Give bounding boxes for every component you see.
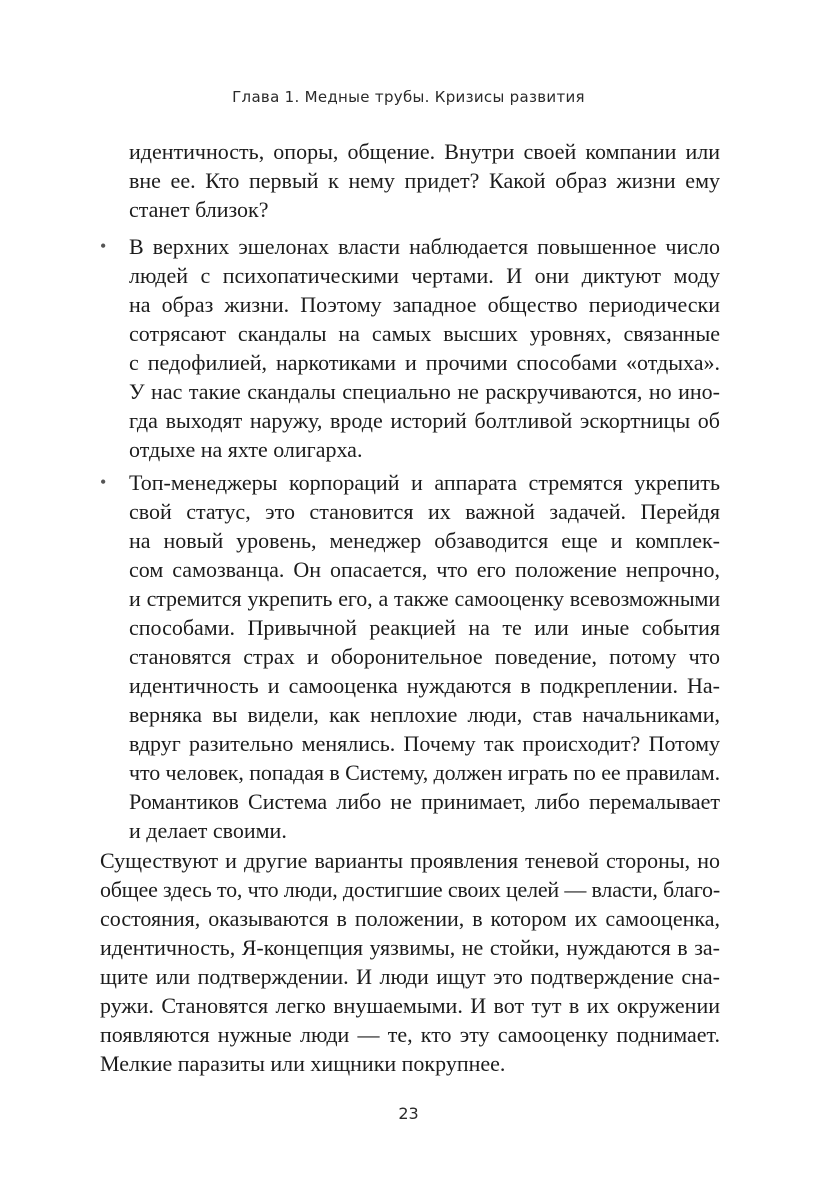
text-line: и стремится укрепить его, а также самооценку всевозможными <box>129 586 720 611</box>
text-line: с педофилией, наркотиками и прочими способами «отдыха». <box>129 350 720 375</box>
text-line: Топ-менеджеры корпораций и аппарата стремятся укрепить <box>129 470 720 495</box>
text-line: У нас такие скандалы специально не раскручиваются, но ино- <box>129 379 720 404</box>
closing-paragraph <box>100 846 720 1078</box>
text-line: общее здесь то, что люди, достигшие своих целей — власти, благо- <box>100 877 720 902</box>
bullet-text <box>129 232 720 464</box>
text-line: вне ее. Кто первый к нему придет? Какой образ жизни ему <box>129 168 720 193</box>
text-line: идентичность и самооценка нуждаются в подкреплении. На- <box>129 673 720 698</box>
bullet-marker: • <box>100 236 107 256</box>
bullet-marker: • <box>100 472 107 492</box>
text-line: на образ жизни. Поэтому западное общество периодически <box>129 292 720 317</box>
text-line: сотрясают скандалы на самых высших уровнях, связанные <box>129 321 720 346</box>
text-line: щите или подтверждении. И люди ищут это подтверждение сна- <box>100 964 720 989</box>
text-line: на новый уровень, менеджер обзаводится еще и комплек- <box>129 528 720 553</box>
text-line: сом самозванца. Он опасается, что его положение непрочно, <box>129 557 720 582</box>
text-line: Романтиков Система либо не принимает, либо перемалывает <box>129 789 720 814</box>
text-line: что человек, попадая в Систему, должен играть по ее правилам. <box>129 760 720 785</box>
continuation-paragraph <box>129 137 720 224</box>
text-line: идентичность, опоры, общение. Внутри своей компании или <box>129 139 720 164</box>
text-line: становятся страх и оборонительное поведение, потому что <box>129 644 720 669</box>
text-line: идентичность, Я-концепция уязвимы, не стойки, нуждаются в за- <box>100 935 720 960</box>
text-line: появляются нужные люди — те, кто эту самооценку поднимает. <box>100 1022 720 1047</box>
text-line: способами. Привычной реакцией на те или иные события <box>129 615 720 640</box>
text-line: людей с психопатическими чертами. И они диктуют моду <box>129 263 720 288</box>
text-line: В верхних эшелонах власти наблюдается повышенное число <box>129 234 720 259</box>
text-line: Мелкие паразиты или хищники покрупнее. <box>100 1051 506 1076</box>
text-line: состояния, оказываются в положении, в котором их самооценка, <box>100 906 720 931</box>
text-line: ружи. Становятся легко внушаемыми. И вот тут в их окружении <box>100 993 720 1018</box>
running-head: Глава 1. Медные трубы. Кризисы развития <box>232 88 585 106</box>
text-line: свой статус, это становится их важной задачей. Перейдя <box>129 499 720 524</box>
text-line: отдыхе на яхте олигарха. <box>129 437 363 462</box>
text-line: вдруг разительно менялись. Почему так происходит? Потому <box>129 731 720 756</box>
text-line: верняка вы видели, как неплохие люди, став начальниками, <box>129 702 720 727</box>
text-line: и делает своими. <box>129 818 287 843</box>
bullet-text <box>129 468 720 845</box>
text-line: станет близок? <box>129 197 269 222</box>
text-line: Существуют и другие варианты проявления теневой стороны, но <box>100 848 720 873</box>
text-line: гда выходят наружу, вроде историй болтливой эскортницы об <box>129 408 720 433</box>
page-number: 23 <box>398 1104 419 1123</box>
